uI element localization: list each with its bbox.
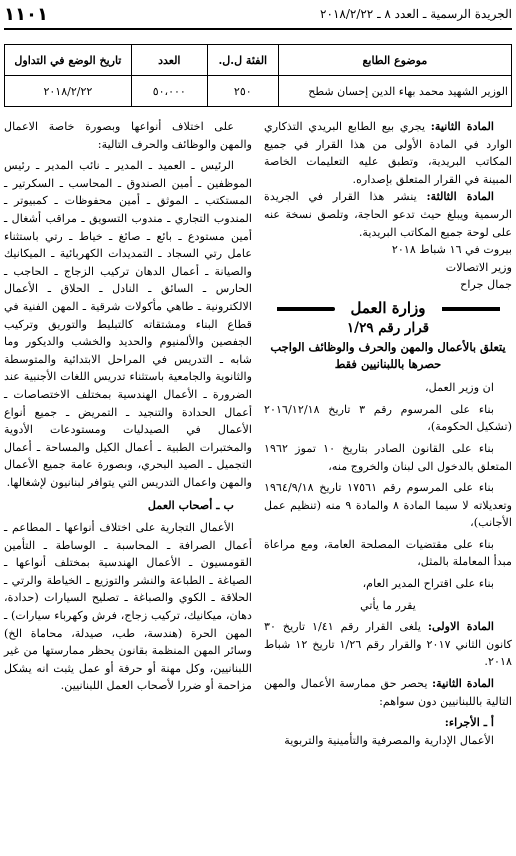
running-header bbox=[4, 4, 512, 28]
preamble-line: بناء على مقتضيات المصلحة العامة، ومع مراعاة مبدأ المعاملة بالمثل، bbox=[264, 537, 512, 569]
occupations-list: الرئيس ـ العميد ـ المدير ـ نائب المدير ـ رئيس الموظفين ـ أمين الصندوق ـ المحاسب ـ السكرتير ـ المستكتب ـ الموثق ـ أمين محفوظات ـ كمبيوتر ـ المندوب التجاري ـ مندوب التسويق ـ مراقب أشغال ـ أمين مستودع ـ بائع ـ صائغ ـ خياط ـ رتي باستثناء عامل رتي السجاد ـ التمديدات الكهربائية ـ الميكانيك والصيانة ـ أعمال الدهان تركيب الزجاج ـ الحاجب ـ الحارس ـ السائق ـ النادل ـ الحلاق ـ الأعمال الالكترونية ـ طاهي مأكولات شرقية ـ المهن الفنية في قطاع البناء ومشتقاته كالتبليط والتوريق وتركيب الجفصين والألمنيوم والحديد والخشب والديكور وما شابه ـ التدريس في المراحل الابتدائية والمتوسطة والثانوية والجامعية باستثناء تدريس اللغات الأجنبية عند الضرورة ـ الأعمال الهندسية بمختلف الاختصاصات ـ أعمال الحدادة والتنجيد ـ التمريض ـ جميع أنواع الأعمال في الصيدليات ومستودعات الأدوية والمختبرات الطبية ـ أعمال الكيل والمساحة ـ أعمال التجميل ـ الصيد البحري، وبصورة عامة جميع الأعمال والمهن واعمال التدريس التي يتوافر لبنانيون لإشغالها. bbox=[4, 159, 252, 489]
table-header-subject: موضوع الطابع bbox=[278, 45, 511, 76]
article-label: المادة الثانية: bbox=[430, 119, 494, 133]
right-column bbox=[264, 118, 512, 749]
table-header-denomination: الفئة ل.ل. bbox=[207, 45, 278, 76]
section-b-heading: ب ـ أصحاب العمل bbox=[147, 498, 234, 513]
heading-rule bbox=[277, 307, 335, 311]
preamble-line: بناء على المرسوم رقم ٣ تاريخ ٢٠١٦/١٢/١٨ (تشكيل الحكومة)، bbox=[264, 402, 512, 434]
stamp-issue-table bbox=[4, 44, 512, 107]
header-rule bbox=[4, 28, 512, 30]
section-a-heading: أ ـ الأجراء: bbox=[444, 715, 494, 730]
decision-number: قرار رقم ١/٢٩ bbox=[346, 319, 430, 336]
place-date: بيروت في ١٦ شباط ٢٠١٨ bbox=[391, 243, 512, 257]
page-number: ١١٠١ bbox=[4, 4, 48, 25]
article-label: المادة الثانية: bbox=[431, 676, 494, 691]
preamble-line: بناء على اقتراح المدير العام، bbox=[362, 577, 494, 591]
decides-line: يقرر ما يأتي bbox=[360, 598, 416, 612]
employers-list: الأعمال التجارية على اختلاف أنواعها ـ المطاعم ـ أعمال الصرافة ـ المحاسبة ـ الوساطة ـ التأمين القومسيون ـ الأعمال الهندسية بمختلف أنواعها ـ الصياغة ـ الطباعة والنشر والتوزيع ـ الخياطة والرتي ـ الحلاقة ـ الكوي والصباغة ـ تصليح السيارات (حدادة، دهان، ميكانيك، تركيب زجاج، فرش وكهرباء سيارات) ـ المهن الحرة (هندسة، طب، صيدلة، محاماة الخ) وسائر المهن المنظمة بقانون يحظر ممارستها من غير اللبنانيين، وكل مهنة أو حرفة أو عمل يثبت انه يشكل مزاحمة أو ضررا لأصحاب العمل اللبنانيين. bbox=[4, 521, 252, 693]
ministry-name: وزارة العمل bbox=[350, 298, 426, 317]
article-one-paragraph bbox=[264, 618, 512, 671]
left-column bbox=[4, 118, 252, 695]
ministry-heading bbox=[264, 300, 512, 318]
heading-rule bbox=[442, 307, 500, 311]
preamble-line: بناء على القانون الصادر بتاريخ ١٠ تموز ١٩٦٢ المتعلق بالدخول الى لبنان والخروج منه، bbox=[264, 441, 512, 473]
signer-title: وزير الاتصالات bbox=[445, 260, 512, 274]
table-cell-denomination: ٢٥٠ bbox=[207, 76, 278, 107]
gazette-issue-title: الجريدة الرسمية ـ العدد ٨ ـ ٢٠١٨/٢/٢٢ bbox=[320, 7, 512, 21]
article-text: يحصر حق ممارسة الأعمال والمهن التالية باللبنانيين دون سواهم: bbox=[264, 677, 512, 708]
intro-paragraph: على اختلاف أنواعها وبصورة خاصة الاعمال والمهن والوظائف والحرف التالية: bbox=[4, 120, 252, 151]
section-a-text: الأعمال الإدارية والمصرفية والتأمينية والتربوية bbox=[284, 733, 494, 747]
table-header-quantity: العدد bbox=[131, 45, 207, 76]
table-header-row bbox=[5, 45, 512, 76]
preamble-line: بناء على المرسوم رقم ١٧٥٦١ تاريخ ١٩٦٤/٩/١٨ وتعديلاته لا سيما المادة ٨ والمادة ٩ منه (تنظيم عمل الأجانب)، bbox=[264, 481, 512, 530]
article-three-paragraph bbox=[264, 188, 512, 241]
article-text: يلغى القرار رقم ١/٤١ تاريخ ٣٠ كانون الثاني ٢٠١٧ والقرار رقم ١/٢٦ تاريخ ١٢ شباط ٢٠١٨. bbox=[264, 620, 513, 669]
article-label: المادة الاولى: bbox=[427, 619, 494, 634]
decision-title: يتعلق بالأعمال والمهن والحرف والوظائف الواجب حصرها باللبنانيين فقط bbox=[270, 340, 506, 372]
preamble-line: ان وزير العمل، bbox=[425, 381, 494, 395]
article-two-paragraph bbox=[264, 118, 512, 188]
table-cell-date: ٢٠١٨/٢/٢٢ bbox=[5, 76, 132, 107]
table-cell-subject: الوزير الشهيد محمد بهاء الدين إحسان شطح bbox=[278, 76, 511, 107]
article-two-b-paragraph bbox=[264, 675, 512, 710]
table-row bbox=[5, 76, 512, 107]
article-label: المادة الثالثة: bbox=[426, 189, 494, 204]
table-header-date: تاريخ الوضع في التداول bbox=[5, 45, 132, 76]
signer-name: جمال جراح bbox=[460, 278, 512, 292]
table-cell-quantity: ٥٠،٠٠٠ bbox=[131, 76, 207, 107]
article-text: ينشر هذا القرار في الجريدة الرسمية ويبلغ حيث تدعو الحاجة، وتلصق نسخة عنه على لوحة جميع المكاتب البريدية. bbox=[264, 190, 512, 239]
article-text: يجري بيع الطابع البريدي التذكاري الوارد في المادة الأولى من هذا القرار في جميع المكاتب البريدية، وتطبق عليه التعليمات الخاصة المبينة في القرار المتعلق بإصداره. bbox=[264, 120, 512, 186]
